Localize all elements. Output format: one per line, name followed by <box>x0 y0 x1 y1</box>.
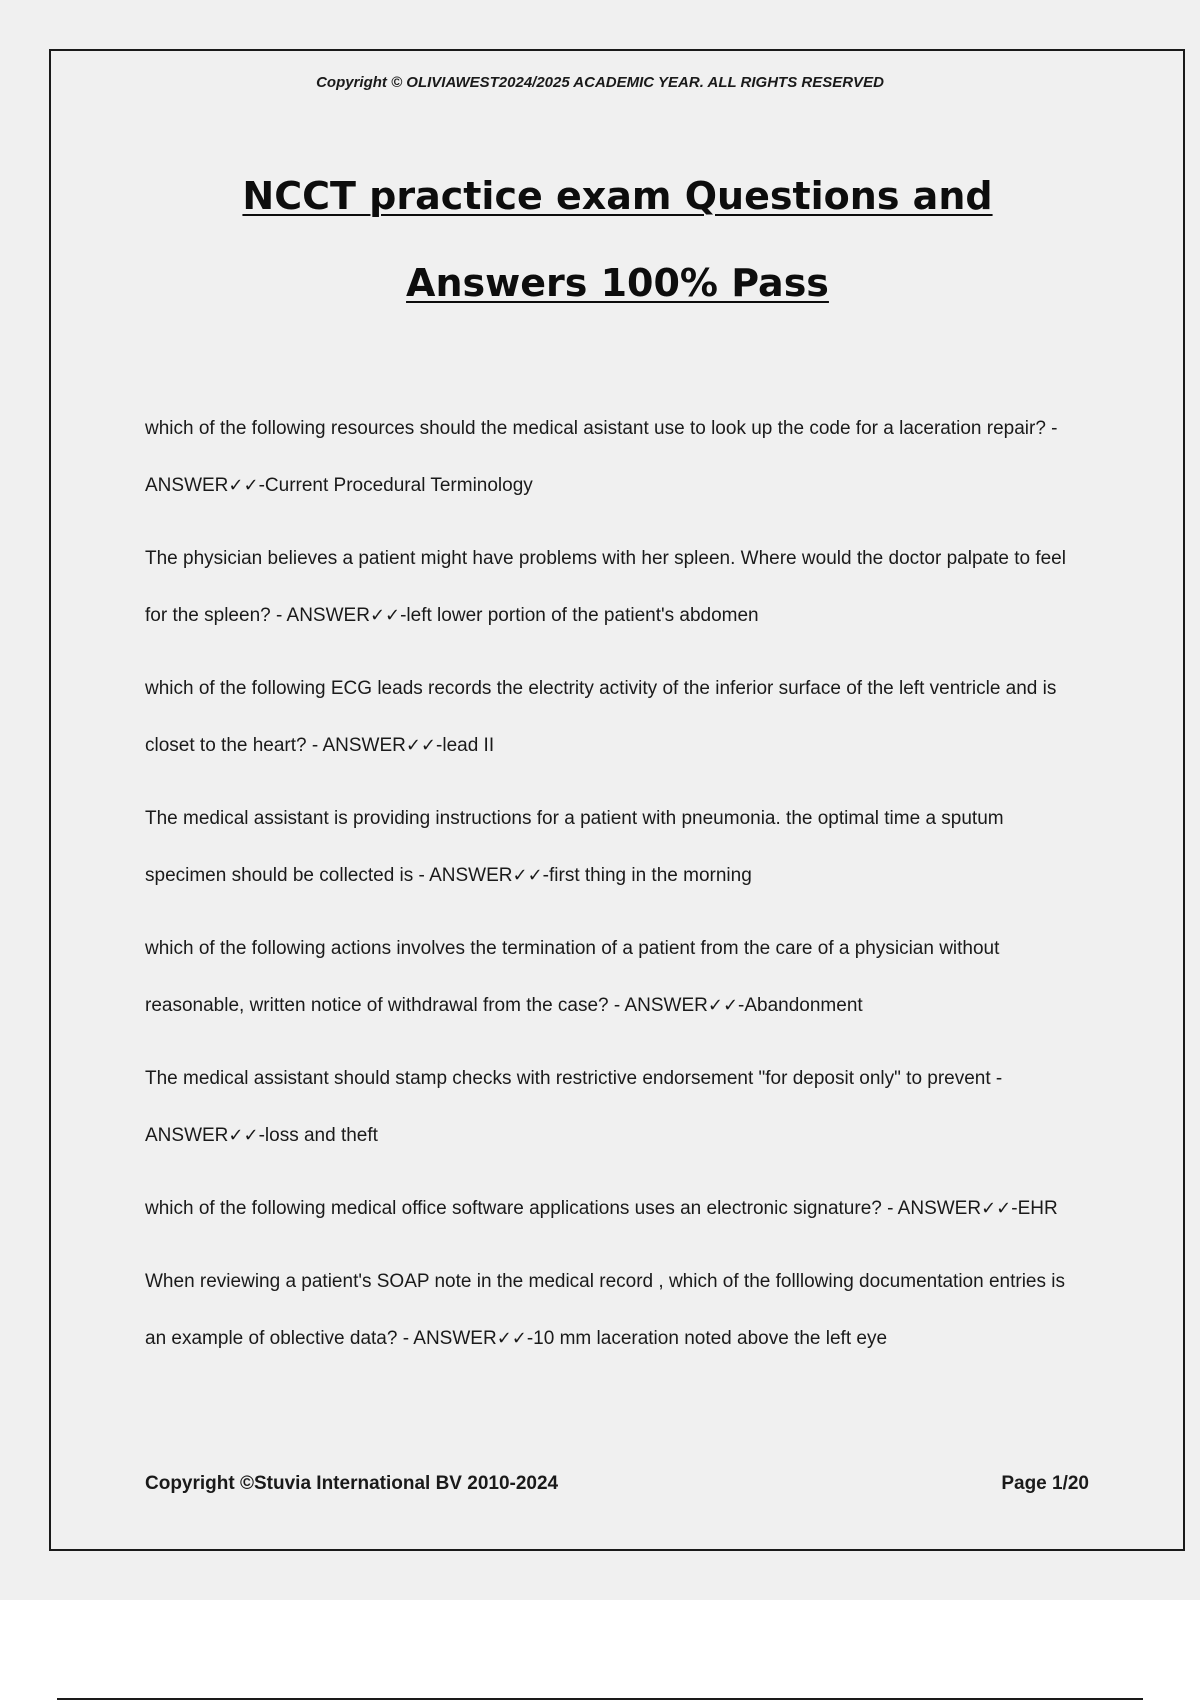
question-text: The medical assistant should stamp checks with restrictive endorsement "for deposit only" to prevent - ANSWER <box>145 1068 1003 1146</box>
double-check-icon: ✓✓ <box>512 865 543 886</box>
double-check-icon: ✓✓ <box>369 605 401 626</box>
qa-item-3 <box>145 660 1090 774</box>
answer-text: -lead II <box>436 735 495 756</box>
document-title-line-2: Answers 100% Pass <box>406 261 829 305</box>
answer-text: -Abandonment <box>738 995 863 1016</box>
double-check-icon: ✓✓ <box>707 995 739 1016</box>
double-check-icon: ✓✓ <box>981 1198 1012 1219</box>
question-text: The physician believes a patient might have problems with her spleen. Where would the doctor palpate to feel for the spleen? - ANSWER <box>145 548 1066 626</box>
question-text: which of the following medical office software applications uses an electronic signature? - ANSWER <box>145 1198 982 1219</box>
answer-text: -first thing in the morning <box>542 865 752 886</box>
double-check-icon: ✓✓ <box>496 1328 527 1349</box>
document-title-line-1: NCCT practice exam Questions and <box>242 174 993 218</box>
qa-list <box>145 400 1090 1383</box>
footer-copyright: Copyright ©Stuvia International BV 2010-2024 <box>145 1473 559 1494</box>
qa-item-4 <box>145 790 1090 904</box>
qa-item-5 <box>145 920 1090 1034</box>
header-copyright: Copyright © OLIVIAWEST2024/2025 ACADEMIC YEAR. ALL RIGHTS RESERVED <box>316 74 884 91</box>
double-check-icon: ✓✓ <box>405 735 437 756</box>
question-text: which of the following resources should the medical asistant use to look up the code for a laceration repair? - ANSWER <box>145 418 1058 496</box>
qa-item-7 <box>145 1180 1090 1237</box>
answer-text: -Current Procedural Terminology <box>258 475 533 496</box>
question-text: which of the following actions involves the termination of a patient from the care of a physician without reasonable, written notice of withdrawal from the case? - ANSWER <box>145 938 1000 1016</box>
answer-text: -loss and theft <box>258 1125 378 1146</box>
qa-item-1 <box>145 400 1090 514</box>
page-number: Page 1/20 <box>1001 1473 1089 1494</box>
double-check-icon: ✓✓ <box>228 475 259 496</box>
question-text: When reviewing a patient's SOAP note in the medical record , which of the folllowing documentation entries is an example of oblective data? - ANSWER <box>145 1271 1065 1349</box>
qa-item-8 <box>145 1253 1090 1367</box>
answer-text: -left lower portion of the patient's abdomen <box>400 605 759 626</box>
answer-text: -EHR <box>1011 1198 1058 1219</box>
question-text: The medical assistant is providing instructions for a patient with pneumonia. the optimal time a sputum specimen should be collected is - ANSWER <box>145 808 1004 886</box>
answer-text: -10 mm laceration noted above the left eye <box>526 1328 888 1349</box>
qa-item-6 <box>145 1050 1090 1164</box>
question-text: which of the following ECG leads records the electrity activity of the inferior surface of the left ventricle and is closet to the heart? - ANSWER <box>145 678 1057 756</box>
qa-item-2 <box>145 530 1090 644</box>
double-check-icon: ✓✓ <box>228 1125 259 1146</box>
